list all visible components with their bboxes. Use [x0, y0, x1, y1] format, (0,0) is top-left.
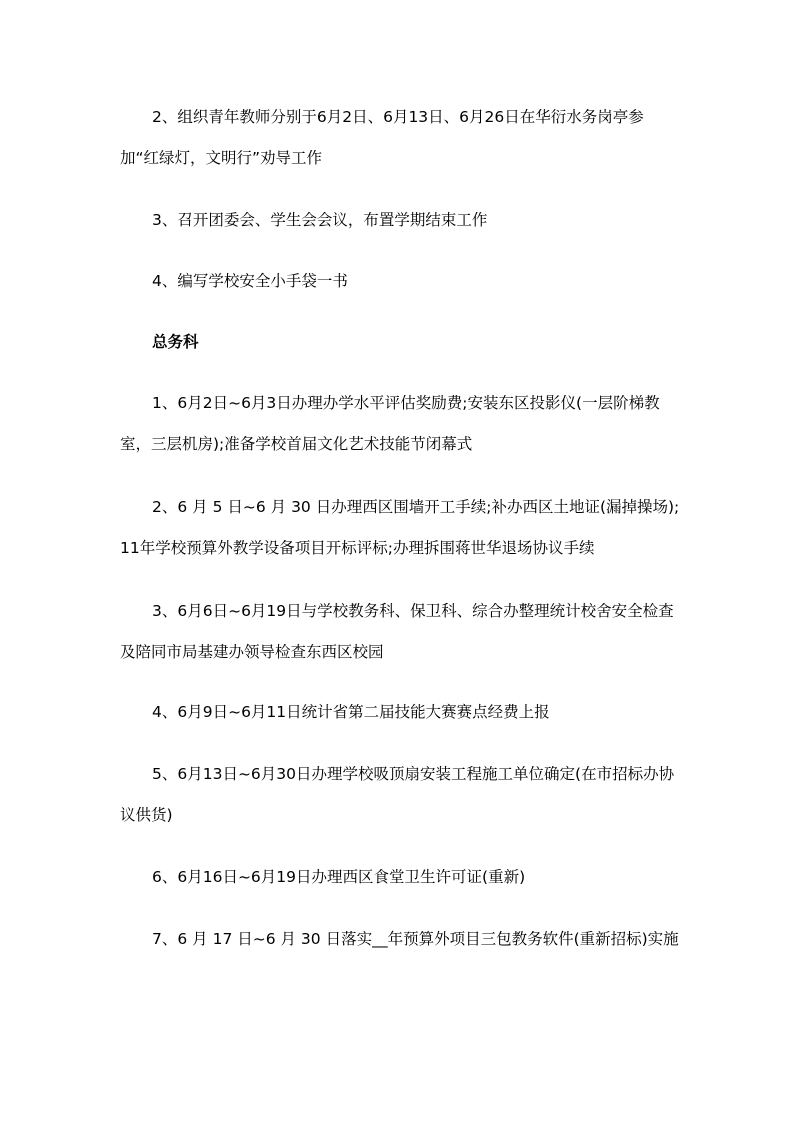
paragraph-youth-teachers: 2、组织青年教师分别于6月2日、6月13日、6月26日在华衍水务岗亭参加“红绿灯，文明行”劝导工作: [120, 108, 644, 167]
paragraph-safety-booklet: 4、编写学校安全小手袋一书: [152, 272, 348, 290]
paragraph-general-item-5: 5、6月13日~6月30日办理学校吸顶扇安装工程施工单位确定(在市招标办协议供货): [120, 765, 675, 824]
paragraph-general-item-1: 1、6月2日~6月3日办理办学水平评估奖励费;安装东区投影仪(一层阶梯教室，三层机房);准备学校首届文化艺术技能节闭幕式: [120, 394, 660, 453]
paragraph-general-item-4: 4、6月9日~6月11日统计省第二届技能大赛赛点经费上报: [152, 703, 550, 721]
paragraph-general-item-6: 6、6月16日~6月19日办理西区食堂卫生许可证(重新): [152, 868, 526, 886]
paragraph-general-item-2: 2、6 月 5 日~6 月 30 日办理西区围墙开工手续;补办西区土地证(漏掉操场);11年学校预算外教学设备项目开标评标;办理拆围蒋世华退场协议手续: [120, 498, 680, 557]
paragraph-general-item-3: 3、6月6日~6月19日与学校教务科、保卫科、综合办整理统计校舍安全检查及陪同市局基建办领导检查东西区校园: [120, 602, 674, 661]
paragraph-general-item-7: 7、6 月 17 日~6 月 30 日落实__年预算外项目三包教务软件(重新招标)实施: [152, 930, 679, 948]
paragraph-league-meeting: 3、召开团委会、学生会会议，布置学期结束工作: [152, 211, 488, 229]
section-heading-general-affairs: 总务科: [152, 333, 199, 351]
